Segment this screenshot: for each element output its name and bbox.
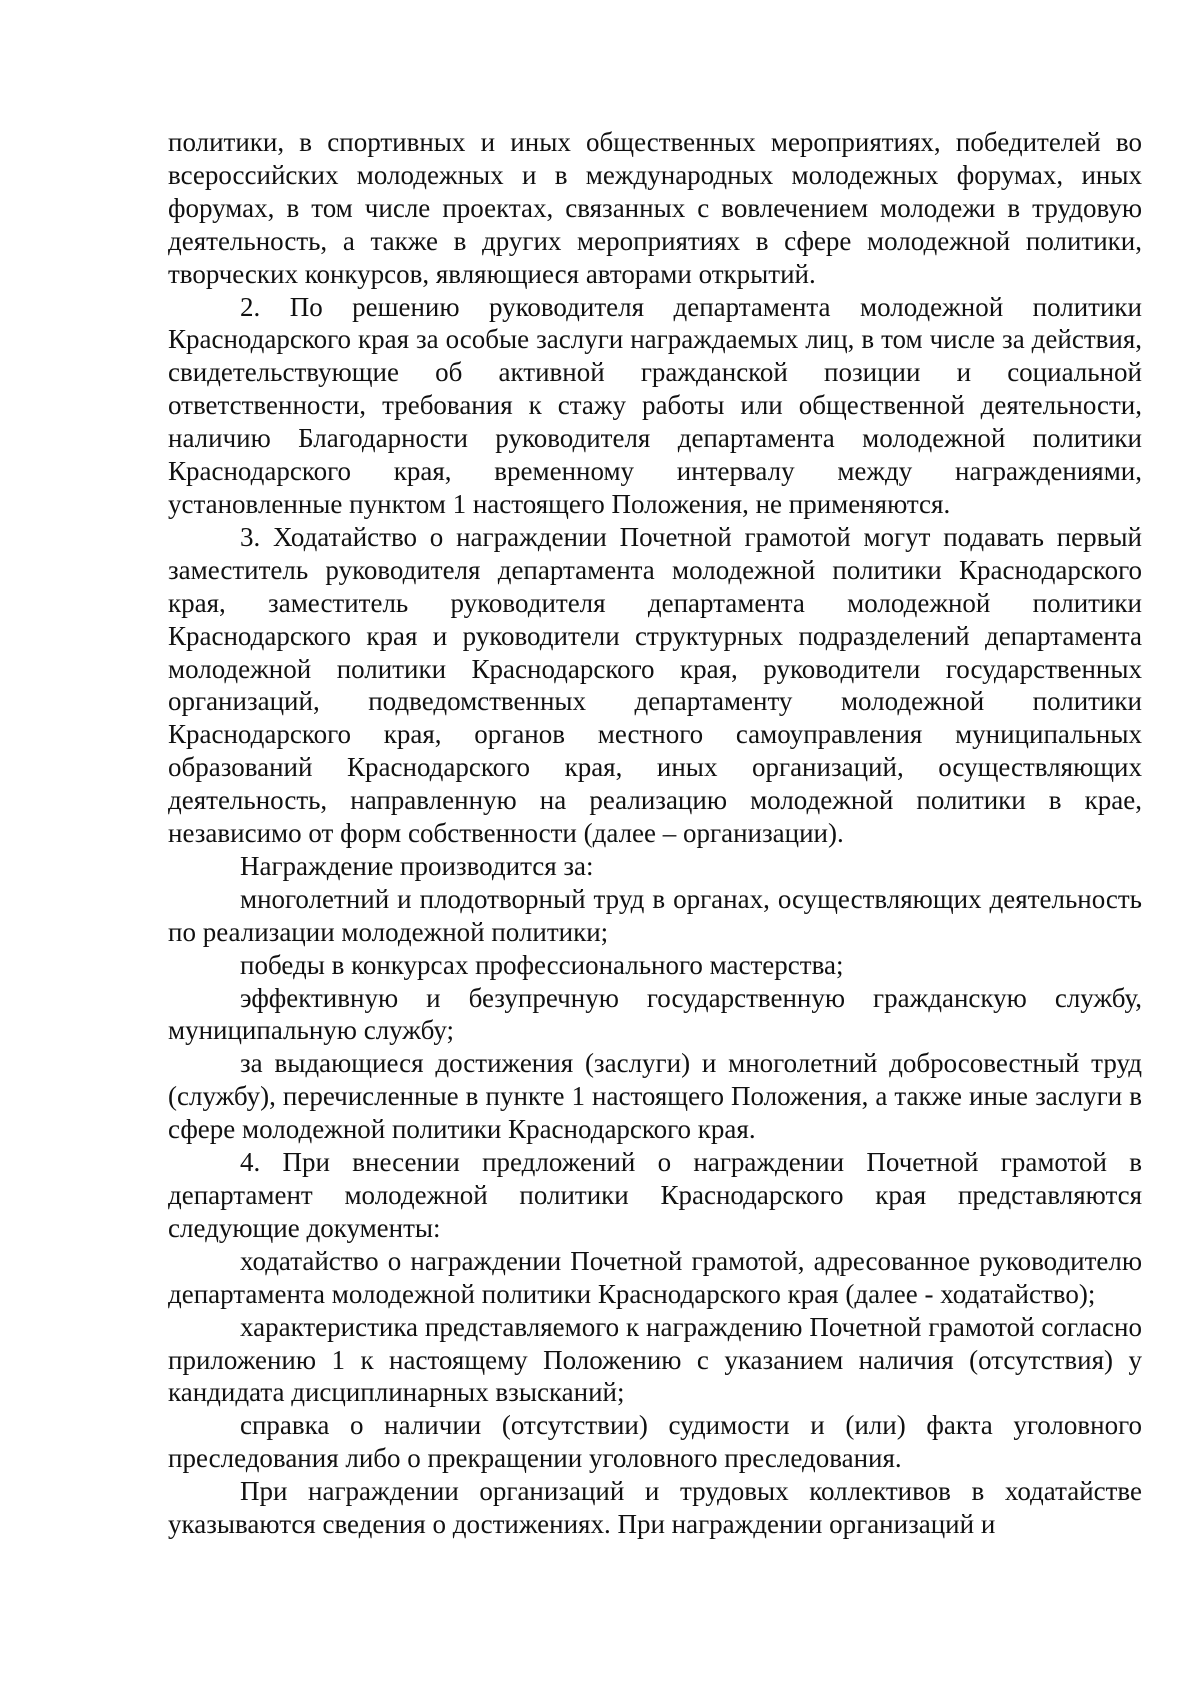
paragraph-award-contests: победы в конкурсах профессионального мастерства; [240,949,844,980]
paragraph-award-intro: Награждение производится за: [240,850,594,881]
paragraph-award-labor: многолетний и плодотворный труд в органах, осуществляющих деятельность по реализации молодежной политики; [168,883,1142,947]
paragraph-item-3: 3. Ходатайство о награждении Почетной грамотой могут подавать первый заместитель руководителя департамента молодежной политики Краснодарского края, заместитель руководителя департамента молодежной политики Краснодарского края и руководители структурных подразделений департамента молодежной политики Краснодарского края, руководители государственных организаций, подведомственных департаменту молодежной политики Краснодарского края, органов местного самоуправления муниципальных образований Краснодарского края, иных организаций, осуществляющих деятельность, направленную на реализацию молодежной политики в крае, независимо от форм собственности (далее – организации). [168,521,1142,849]
paragraph-item-4: 4. При внесении предложений о награждении Почетной грамотой в департамент молодежной политики Краснодарского края представляются следующие документы: [168,1147,1142,1243]
paragraph-doc-certificate: справка о наличии (отсутствии) судимости и (или) факта уголовного преследования либо о прекращении уголовного преследования. [168,1410,1142,1474]
paragraph-doc-petition: ходатайство о награждении Почетной грамотой, адресованное руководителю департамента молодежной политики Краснодарского края (далее - ходатайство); [168,1245,1142,1309]
paragraph-award-service: эффективную и безупречную государственную гражданскую службу, муниципальную службу; [168,982,1142,1046]
document-body [168,126,1142,1541]
paragraph-organizations: При награждении организаций и трудовых коллективов в ходатайстве указываются сведения о достижениях. При награждении организаций и [168,1476,1142,1540]
paragraph-item-2: 2. По решению руководителя департамента молодежной политики Краснодарского края за особые заслуги награждаемых лиц, в том числе за действия, свидетельствующие об активной гражданской позиции и социальной ответственности, требования к стажу работы или общественной деятельности, наличию Благодарности руководителя департамента молодежной политики Краснодарского края, временному интервалу между награждениями, установленные пунктом 1 настоящего Положения, не применяются. [168,291,1142,519]
paragraph-award-achievements: за выдающиеся достижения (заслуги) и многолетний добросовестный труд (службу), перечисленные в пункте 1 настоящего Положения, а также иные заслуги в сфере молодежной политики Краснодарского края. [168,1048,1142,1145]
paragraph-continuation: политики, в спортивных и иных общественных мероприятиях, победителей во всероссийских молодежных и в международных молодежных форумах, иных форумах, в том числе проектах, связанных с вовлечением молодежи в трудовую деятельность, а также в других мероприятиях в сфере молодежной политики, творческих конкурсов, являющиеся авторами открытий. [168,127,1142,289]
paragraph-doc-characteristic: характеристика представляемого к награждению Почетной грамотой согласно приложению 1 к настоящему Положению с указанием наличия (отсутствия) у кандидата дисциплинарных взысканий; [168,1311,1142,1408]
